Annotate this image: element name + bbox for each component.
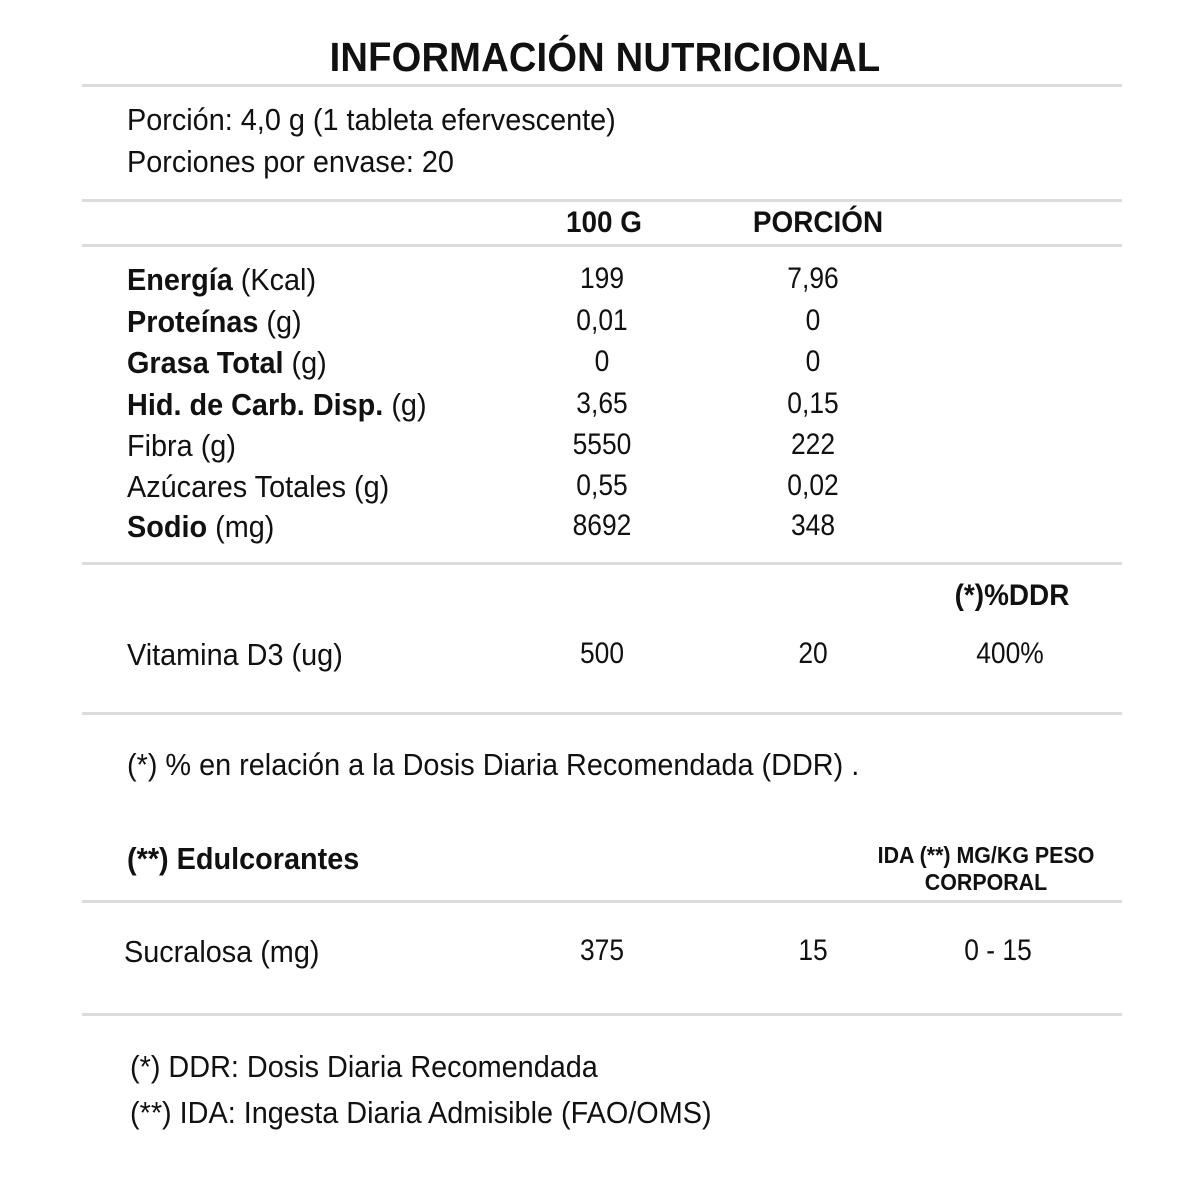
ddr-note: (*) % en relación a la Dosis Diaria Recomendada (DDR) . xyxy=(127,747,860,782)
value-portion: 348 xyxy=(790,509,836,542)
nutrient-row-carbs xyxy=(0,387,1200,429)
nutrient-name: Hid. de Carb. Disp. xyxy=(127,387,384,422)
value-100g: 0,55 xyxy=(576,469,628,502)
nutrient-name: Proteínas xyxy=(127,304,259,339)
column-header-100g: 100 G xyxy=(565,206,642,239)
nutrient-name: Grasa Total xyxy=(127,345,284,380)
nutrient-unit: (g) xyxy=(346,469,390,504)
nutrient-row-protein xyxy=(0,304,1200,346)
nutrient-row-total-fat xyxy=(0,345,1200,387)
value-portion: 0,15 xyxy=(787,387,839,420)
value-portion: 7,96 xyxy=(787,262,839,295)
value-100g: 5550 xyxy=(572,428,632,461)
sweetener-row-sucralose xyxy=(0,934,1200,976)
value-portion: 20 xyxy=(798,637,828,670)
divider xyxy=(82,84,1122,87)
sweetener-name: Sucralosa (mg) xyxy=(124,934,320,969)
value-100g: 500 xyxy=(579,637,625,670)
nutrient-row-fiber xyxy=(0,428,1200,470)
value-100g: 375 xyxy=(579,934,625,967)
divider xyxy=(82,199,1122,202)
column-header-portion: PORCIÓN xyxy=(752,206,884,239)
ida-header-line2: CORPORAL xyxy=(924,869,1048,895)
value-100g: 8692 xyxy=(572,509,632,542)
divider xyxy=(82,244,1122,247)
nutrient-row-energy xyxy=(0,262,1200,304)
value-portion: 0 xyxy=(805,345,821,378)
column-header-ida xyxy=(837,842,1135,896)
page-title: INFORMACIÓN NUTRICIONAL xyxy=(329,34,881,80)
vitamin-name: Vitamina D3 (ug) xyxy=(127,637,343,672)
nutrient-row-sugars xyxy=(0,469,1200,511)
divider xyxy=(82,712,1122,715)
value-portion: 0,02 xyxy=(787,469,839,502)
nutrient-row-sodium xyxy=(0,509,1200,551)
value-100g: 0 xyxy=(594,345,610,378)
divider xyxy=(82,900,1122,903)
divider xyxy=(82,562,1122,565)
column-header-ddr: (*)%DDR xyxy=(954,579,1070,612)
servings-per-container: Porciones por envase: 20 xyxy=(127,144,454,179)
nutrient-name: Sodio xyxy=(127,509,208,544)
value-100g: 0,01 xyxy=(576,304,628,337)
nutrient-name: Azúcares Totales xyxy=(127,469,347,504)
nutrient-unit: (mg) xyxy=(207,509,275,544)
nutrient-name: Energía xyxy=(127,262,233,297)
nutrient-unit: (g) xyxy=(258,304,302,339)
ida-header-line1: IDA (**) MG/KG PESO xyxy=(877,842,1095,868)
value-100g: 3,65 xyxy=(576,387,628,420)
value-ddr: 400% xyxy=(976,637,1044,670)
value-100g: 199 xyxy=(579,262,625,295)
divider xyxy=(82,1013,1122,1016)
nutrient-unit: (g) xyxy=(383,387,427,422)
nutrient-unit: (g) xyxy=(283,345,327,380)
nutrient-name: Fibra xyxy=(127,428,193,463)
serving-size: Porción: 4,0 g (1 tableta efervescente) xyxy=(127,102,616,137)
nutrient-unit: (g) xyxy=(192,428,236,463)
value-portion: 0 xyxy=(805,304,821,337)
footnote-ddr: (*) DDR: Dosis Diaria Recomendada xyxy=(130,1049,598,1084)
nutrient-unit: (Kcal) xyxy=(232,262,317,297)
sweeteners-heading: (**) Edulcorantes xyxy=(127,841,360,876)
value-ida: 0 - 15 xyxy=(964,934,1032,967)
vitamin-row-d3 xyxy=(0,637,1200,679)
value-portion: 15 xyxy=(798,934,828,967)
footnote-ida: (**) IDA: Ingesta Diaria Admisible (FAO/OMS) xyxy=(130,1095,712,1130)
value-portion: 222 xyxy=(790,428,836,461)
